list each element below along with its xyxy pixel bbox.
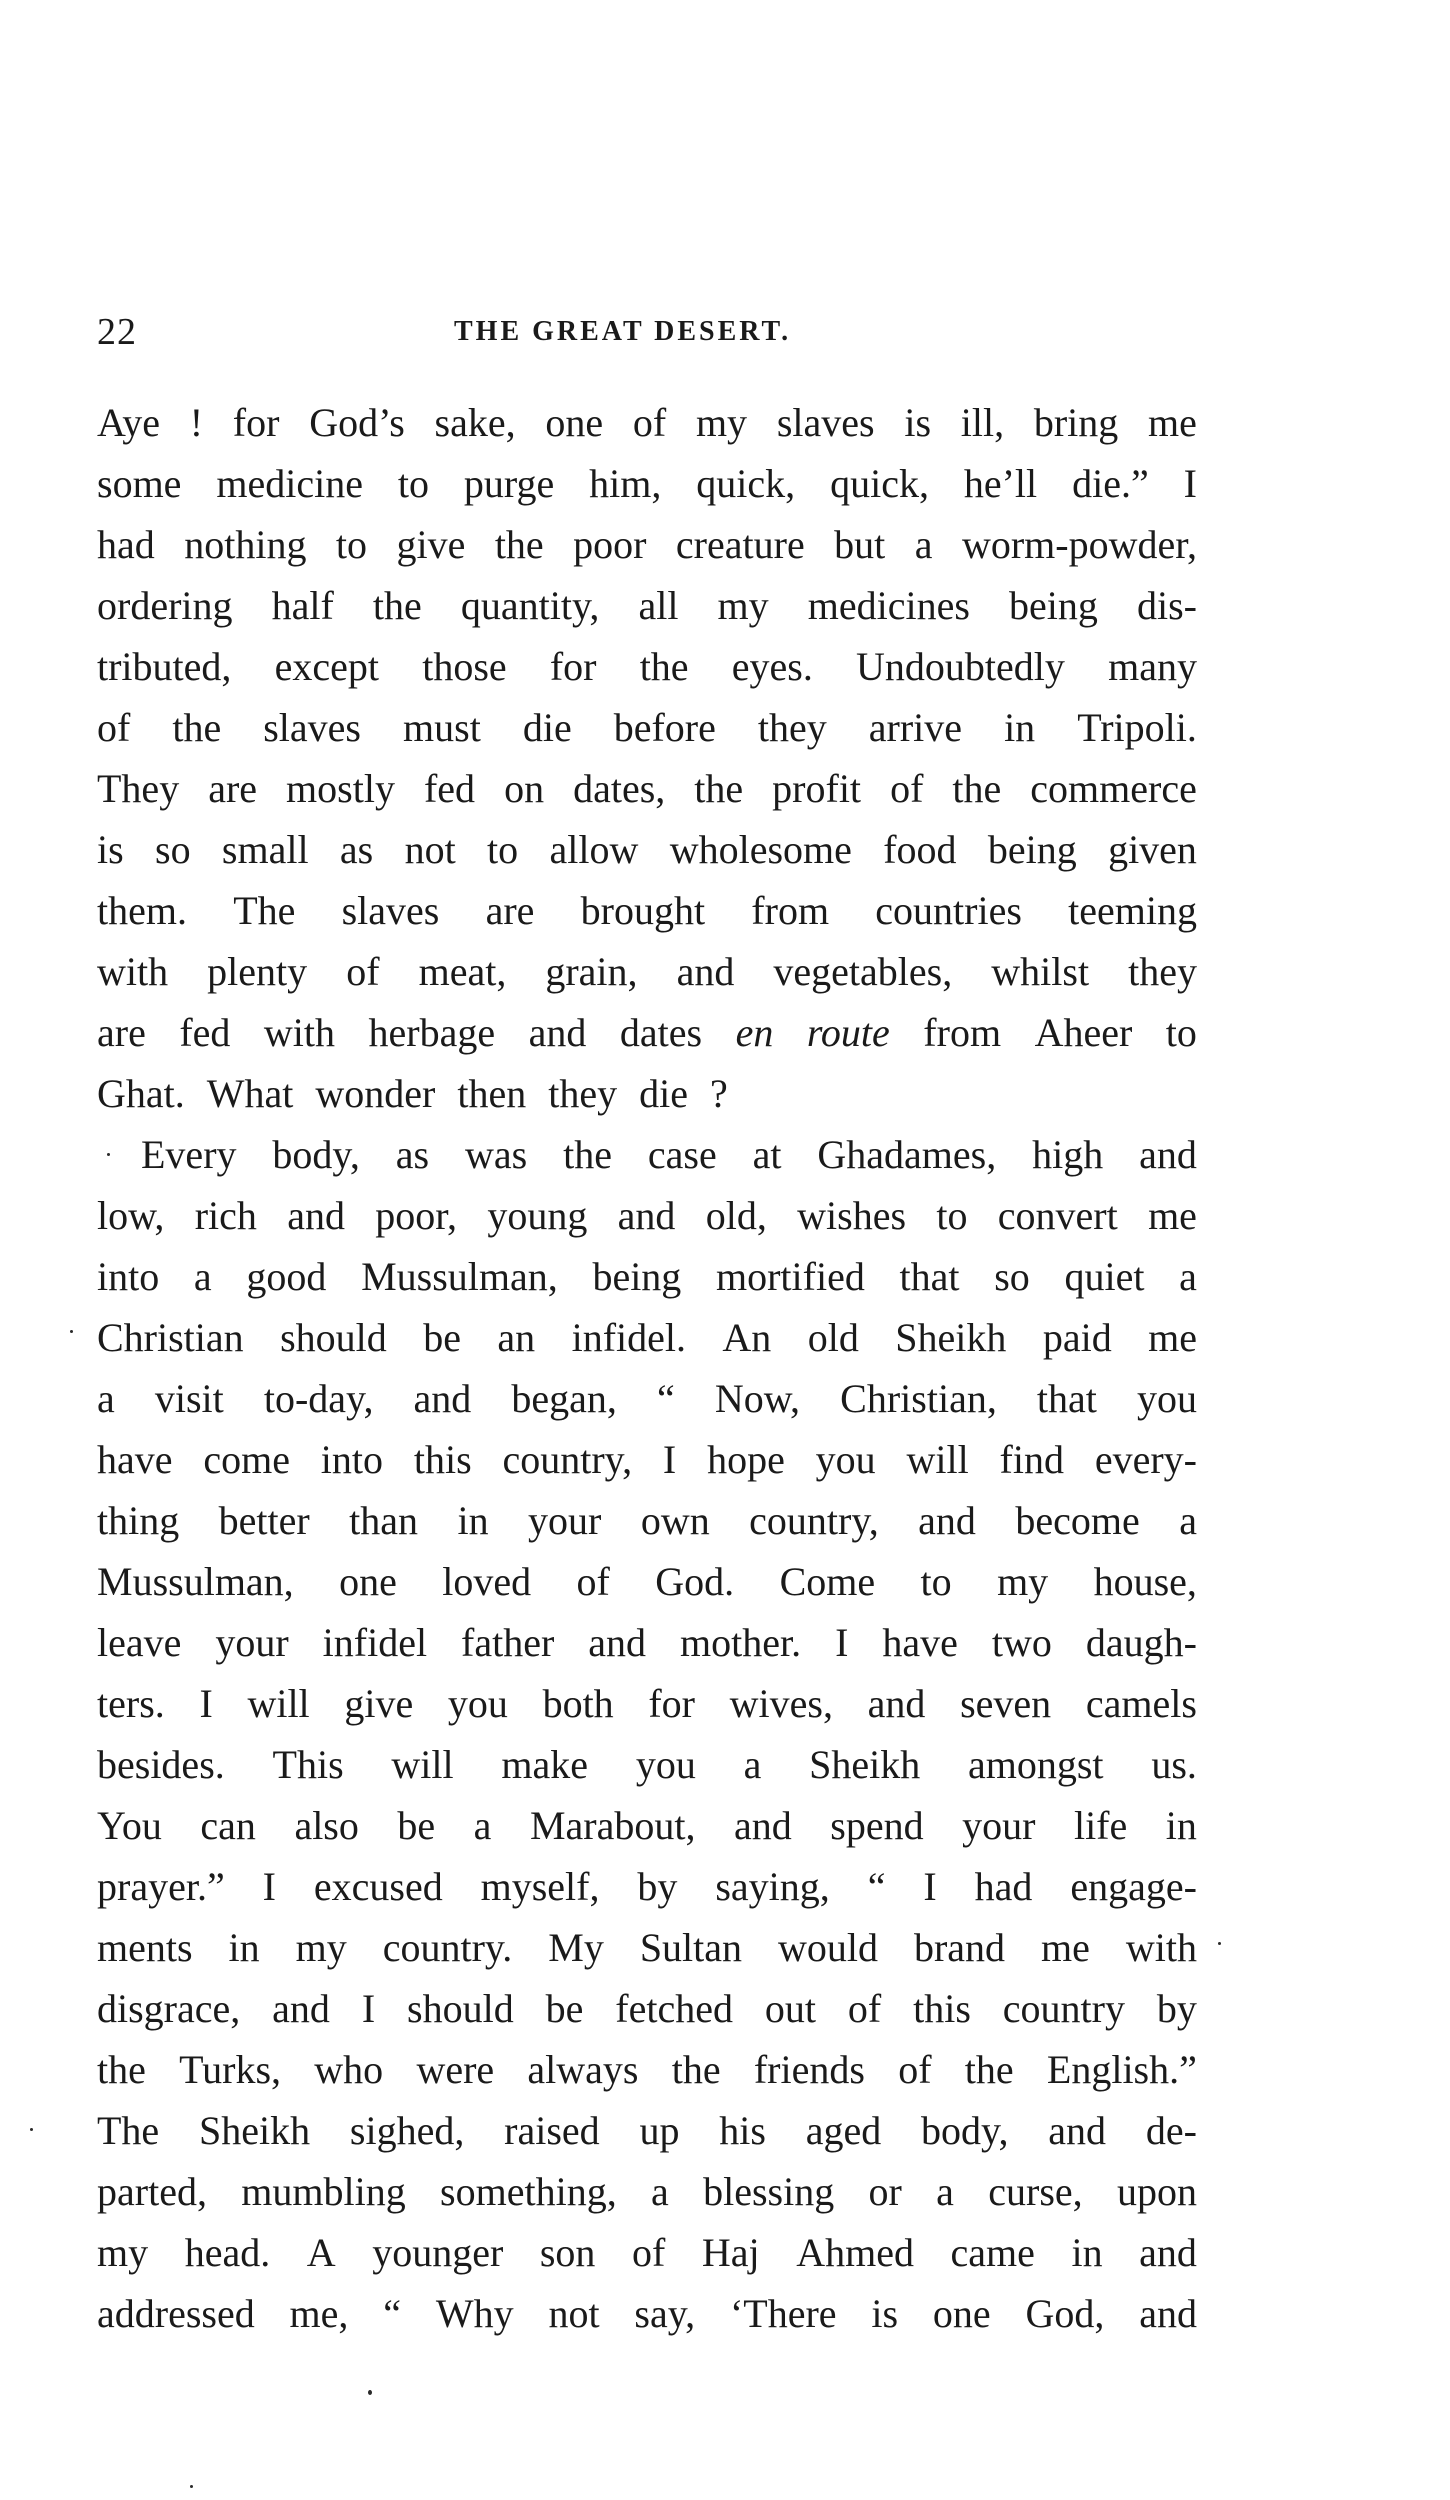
page-number: 22 (97, 311, 137, 353)
text-line: my head. A younger son of Haj Ahmed came in and (97, 2230, 1197, 2275)
ink-speck (1218, 1942, 1221, 1945)
running-title: THE GREAT DESERT. (454, 316, 792, 347)
ink-speck (190, 2485, 193, 2488)
text-line: a visit to-day, and began, “ Now, Christian, that you (97, 1376, 1197, 1421)
text-line: ters. I will give you both for wives, and seven camels (97, 1681, 1197, 1726)
running-head (97, 302, 1197, 362)
text-line: disgrace, and I should be fetched out of this country by (97, 1986, 1197, 2031)
text-line: ments in my country. My Sultan would brand me with (97, 1925, 1197, 1970)
text-line: Ghat. What wonder then they die ? (97, 1071, 728, 1116)
text-line: of the slaves must die before they arrive in Tripoli. (97, 705, 1197, 750)
text-line: You can also be a Marabout, and spend your life in (97, 1803, 1197, 1848)
text-line: with plenty of meat, grain, and vegetables, whilst they (97, 949, 1197, 994)
text-line: some medicine to purge him, quick, quick, he’ll die.” I (97, 461, 1197, 506)
text-line: ordering half the quantity, all my medicines being dis- (97, 583, 1197, 628)
text-line: The Sheikh sighed, raised up his aged body, and de- (97, 2108, 1197, 2153)
text-line: parted, mumbling something, a blessing or a curse, upon (97, 2169, 1197, 2214)
ink-speck (30, 2128, 33, 2131)
text-line: are fed with herbage and dates en route from Aheer to (97, 1010, 1197, 1055)
text-line: thing better than in your own country, and become a (97, 1498, 1197, 1543)
text-line: is so small as not to allow wholesome food being given (97, 827, 1197, 872)
text-line: besides. This will make you a Sheikh amongst us. (97, 1742, 1197, 1787)
text-line: have come into this country, I hope you will find every- (97, 1437, 1197, 1482)
text-line: addressed me, “ Why not say, ‘There is one God, and (97, 2291, 1197, 2336)
text-line: Every body, as was the case at Ghadames, high and (141, 1132, 1197, 1177)
ink-speck (70, 1330, 73, 1333)
text-line: into a good Mussulman, being mortified that so quiet a (97, 1254, 1197, 1299)
text-line: leave your infidel father and mother. I have two daugh- (97, 1620, 1197, 1665)
text-line: Aye ! for God’s sake, one of my slaves is ill, bring me (97, 400, 1197, 445)
text-line: them. The slaves are brought from countries teeming (97, 888, 1197, 933)
text-line: Christian should be an infidel. An old Sheikh paid me (97, 1315, 1197, 1360)
text-line: Mussulman, one loved of God. Come to my house, (97, 1559, 1197, 1604)
text-line: the Turks, who were always the friends of the English.” (97, 2047, 1197, 2092)
ink-speck (107, 1153, 110, 1156)
text-line: They are mostly fed on dates, the profit of the commerce (97, 766, 1197, 811)
text-line: prayer.” I excused myself, by saying, “ I had engage- (97, 1864, 1197, 1909)
ink-speck (368, 2390, 372, 2395)
text-line: low, rich and poor, young and old, wishes to convert me (97, 1193, 1197, 1238)
text-line: had nothing to give the poor creature but a worm-powder, (97, 522, 1197, 567)
body-text (97, 392, 1197, 2344)
text-line: tributed, except those for the eyes. Undoubtedly many (97, 644, 1197, 689)
